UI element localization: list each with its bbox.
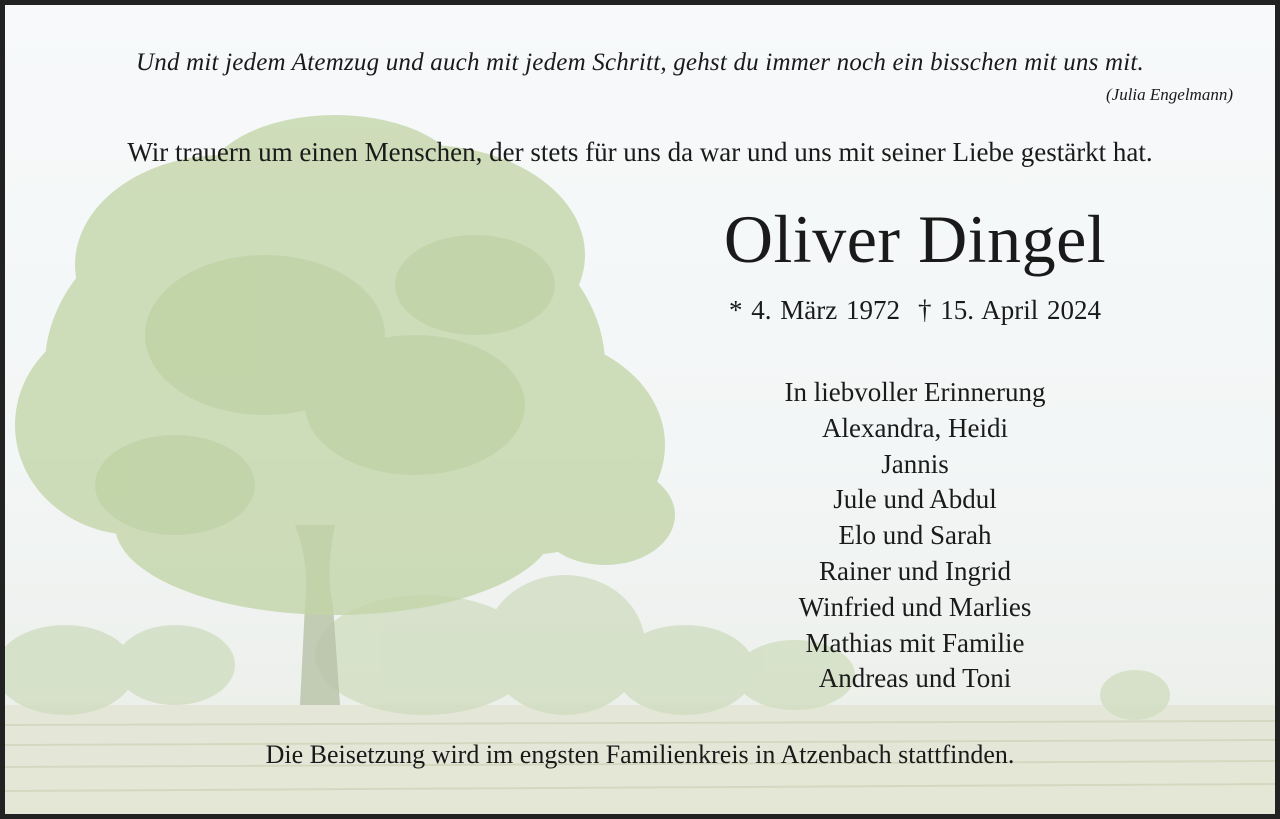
mourners-heading: In liebvoller Erinnerung: [784, 377, 1046, 407]
mourner-name: Rainer und Ingrid: [819, 555, 1011, 586]
mourner-name: Winfried und Marlies: [798, 591, 1032, 622]
memorial-quote: Und mit jedem Atemzug und auch mit jedem Schritt, gehst du immer noch ein bisschen mit uns mit.: [136, 49, 1144, 76]
deceased-name: Oliver Dingel: [723, 201, 1107, 277]
mourner-name: Jule und Abdul: [833, 484, 997, 515]
mourner-name: Jannis: [881, 448, 949, 479]
mourner-name: Alexandra, Heidi: [822, 412, 1008, 443]
intro-text: Wir trauern um einen Menschen, der stets für uns da war und uns mit seiner Liebe gestärkt hat.: [127, 137, 1153, 167]
life-dates: [645, 295, 1185, 326]
mourners-list: [645, 375, 1185, 697]
death-date: † 15. April 2024: [917, 295, 1101, 325]
mourner-name: Mathias mit Familie: [805, 627, 1025, 658]
mourner-name: Elo und Sarah: [838, 520, 992, 551]
quote-author: (Julia Engelmann): [1106, 85, 1233, 104]
birth-date: * 4. März 1972: [729, 295, 900, 325]
funeral-notice: Die Beisetzung wird im engsten Familienkreis in Atzenbach stattfinden.: [265, 740, 1015, 769]
mourner-name: Andreas und Toni: [818, 663, 1012, 694]
